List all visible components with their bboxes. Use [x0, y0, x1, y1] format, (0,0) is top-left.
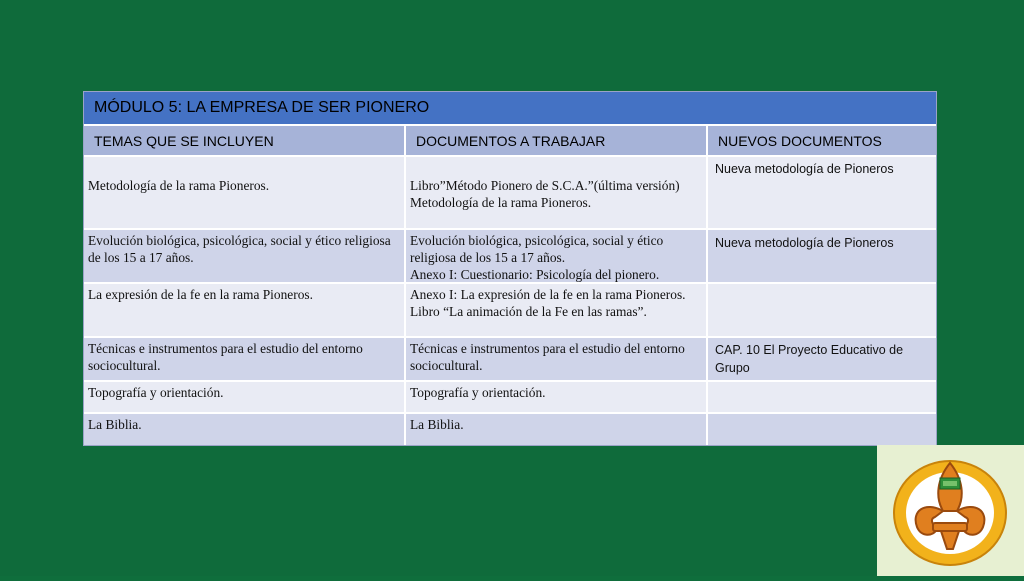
fleur-de-lis-emblem-icon: [877, 445, 1024, 576]
table-cell: Nueva metodología de Pioneros: [708, 157, 936, 230]
table-cell: [708, 414, 936, 445]
header-documentos: DOCUMENTOS A TRABAJAR: [406, 126, 708, 157]
table-cell: Libro”Método Pionero de S.C.A.”(última versión) Metodología de la rama Pioneros.: [406, 157, 708, 230]
table-cell: La Biblia.: [406, 414, 708, 445]
table-cell: Técnicas e instrumentos para el estudio del entorno sociocultural.: [84, 338, 406, 382]
table-cell: La expresión de la fe en la rama Pioneros.: [84, 284, 406, 338]
table-cell: Evolución biológica, psicológica, social y ético religiosa de los 15 a 17 años.: [84, 230, 406, 284]
table-cell: Topografía y orientación.: [84, 382, 406, 414]
table-cell: La Biblia.: [84, 414, 406, 445]
header-nuevos: NUEVOS DOCUMENTOS: [708, 126, 936, 157]
table-grid: [84, 126, 936, 445]
table-cell: Topografía y orientación.: [406, 382, 708, 414]
table-cell: [708, 284, 936, 338]
table-cell: Evolución biológica, psicológica, social y ético religiosa de los 15 a 17 años. Anexo I: Cuestionario: Psicología del pionero.: [406, 230, 708, 284]
table-cell: Anexo I: La expresión de la fe en la rama Pioneros. Libro “La animación de la Fe en las ramas”.: [406, 284, 708, 338]
module-table: [83, 91, 937, 446]
table-cell: Técnicas e instrumentos para el estudio del entorno sociocultural.: [406, 338, 708, 382]
table-cell: [708, 382, 936, 414]
table-cell: Nueva metodología de Pioneros: [708, 230, 936, 284]
table-title: MÓDULO 5: LA EMPRESA DE SER PIONERO: [84, 92, 936, 126]
header-temas: TEMAS QUE SE INCLUYEN: [84, 126, 406, 157]
table-cell: CAP. 10 El Proyecto Educativo de Grupo: [708, 338, 936, 382]
table-cell: Metodología de la rama Pioneros.: [84, 157, 406, 230]
